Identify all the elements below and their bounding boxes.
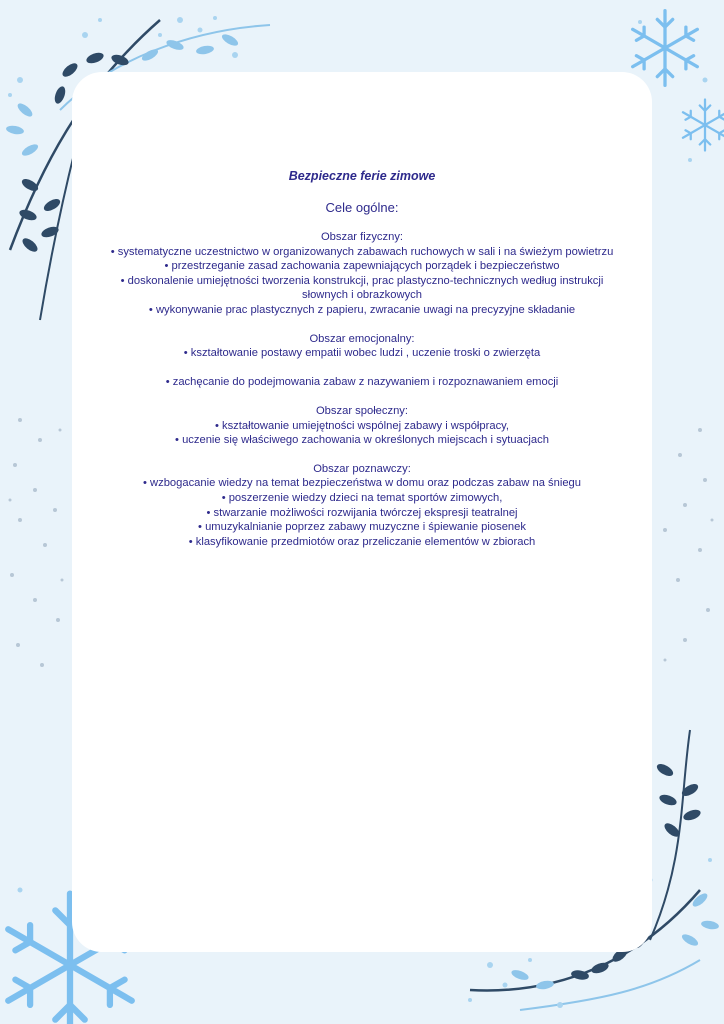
list-item: • systematyczne uczestnictwo w organizowanych zabawach ruchowych w sali i na świeżym powietrzu bbox=[110, 245, 614, 258]
document-body bbox=[72, 168, 652, 549]
section-cognitive bbox=[72, 462, 652, 550]
section-social bbox=[72, 404, 652, 448]
document-title: Bezpieczne ferie zimowe bbox=[288, 169, 436, 183]
section-emotional bbox=[72, 332, 652, 390]
section-list bbox=[72, 419, 652, 448]
list-item: • poszerzenie wiedzy dzieci na temat sportów zimowych, bbox=[221, 491, 503, 504]
document-subtitle: Cele ogólne: bbox=[325, 200, 399, 215]
list-item: • kształtowanie postawy empatii wobec ludzi , uczenie troski o zwierzęta bbox=[183, 347, 541, 360]
list-item: • klasyfikowanie przedmiotów oraz przeliczanie elementów w zbiorach bbox=[188, 535, 536, 548]
section-list bbox=[72, 476, 652, 549]
list-item: • wzbogacanie wiedzy na temat bezpieczeństwa w domu oraz podczas zabaw na śniegu bbox=[143, 477, 581, 490]
section-title: Obszar społeczny: bbox=[315, 404, 409, 417]
list-item: • stwarzanie możliwości rozwijania twórczej ekspresji teatralnej bbox=[206, 506, 518, 519]
list-item: • kształtowanie umiejętności wspólnej zabawy i współpracy, bbox=[214, 419, 510, 432]
section-list bbox=[72, 346, 652, 390]
snow-dots-icon bbox=[9, 418, 64, 667]
list-item: • doskonalenie umiejętności tworzenia konstrukcji, prac plastyczno-technicznych według instrukcji słownych i obrazkowych bbox=[120, 274, 604, 302]
list-item: • uczenie się właściwego zachowania w określonych miejscach i sytuacjach bbox=[175, 434, 549, 447]
section-physical bbox=[72, 230, 652, 318]
section-list bbox=[72, 245, 652, 318]
section-title: Obszar fizyczny: bbox=[320, 231, 404, 243]
list-item: • zachęcanie do podejmowania zabaw z nazywaniem i rozpoznawaniem emocji bbox=[165, 376, 559, 389]
section-title: Obszar poznawczy: bbox=[313, 462, 411, 475]
section-title: Obszar emocjonalny: bbox=[309, 332, 415, 345]
list-item: • umuzykalnianie poprzez zabawy muzyczne i śpiewanie piosenek bbox=[198, 521, 526, 534]
snowflake-icon bbox=[633, 11, 698, 86]
list-item: • wykonywanie prac plastycznych z papieru, zwracanie uwagi na precyzyjne składanie bbox=[148, 303, 576, 316]
list-item: • przestrzeganie zasad zachowania zapewniających porządek i bezpieczeństwo bbox=[164, 260, 560, 273]
